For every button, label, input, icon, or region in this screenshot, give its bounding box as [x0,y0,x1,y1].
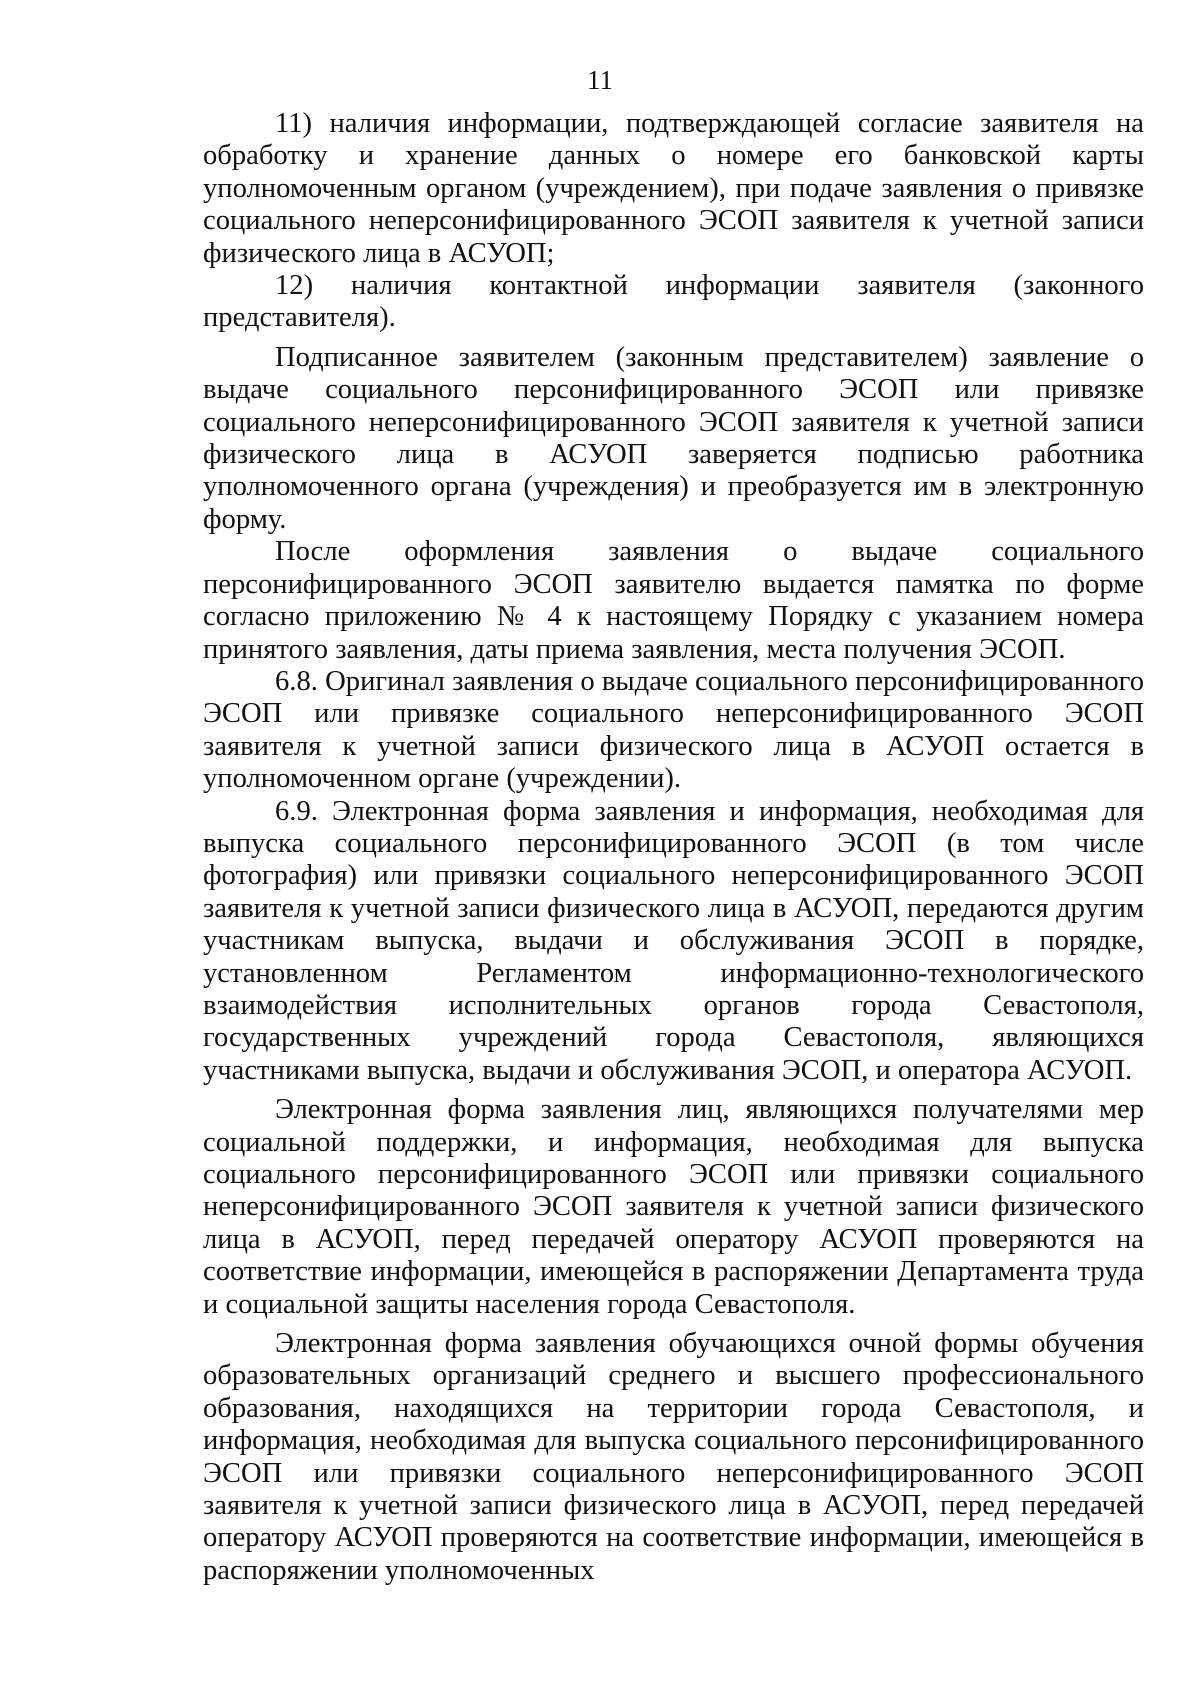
paragraph-social-support: Электронная форма заявления лиц, являющихся получателями мер социальной поддержки, и информация, необходимая для выпуска социального персонифицированного ЭСОП или привязки социального неперсонифицированного ЭСОП заявителя к учетной записи физического лица в АСУОП, перед передачей оператору АСУОП проверяются на соответствие информации, имеющейся в распоряжении Департамента труда и социальной защиты населения города Севастополя. [203,1094,1144,1320]
paragraph-6-9: 6.9. Электронная форма заявления и информация, необходимая для выпуска социального персонифицированного ЭСОП (в том числе фотография) или привязки социального неперсонифицированного ЭСОП заявителя к учетной записи физического лица в АСУОП, передаются другим участникам выпуска, выдачи и обслуживания ЭСОП в порядке, установленном Регламентом информационно-технологического взаимодействия исполнительных органов города Севастополя, государственных учреждений города Севастополя, являющихся участниками выпуска, выдачи и обслуживания ЭСОП, и оператора АСУОП. [203,795,1144,1086]
paragraph-6-8: 6.8. Оригинал заявления о выдаче социального персонифицированного ЭСОП или привязке социального неперсонифицированного ЭСОП заявителя к учетной записи физического лица в АСУОП остается в уполномоченном органе (учреждении). [203,665,1144,795]
paragraph-signed-application: Подписанное заявителем (законным представителем) заявление о выдаче социального персонифицированного ЭСОП или привязке социального неперсонифицированного ЭСОП заявителя к учетной записи физического лица в АСУОП заверяется подписью работника уполномоченного органа (учреждения) и преобразуется им в электронную форму. [203,341,1144,535]
paragraph-memo: После оформления заявления о выдаче социального персонифицированного ЭСОП заявителю выдается памятка по форме согласно приложению № 4 к настоящему Порядку с указанием номера принятого заявления, даты приема заявления, места получения ЭСОП. [203,536,1144,665]
paragraph-item-12: 12) наличия контактной информации заявителя (законного представителя). [203,270,1144,334]
document-body [203,108,1144,1587]
paragraph-item-11: 11) наличия информации, подтверждающей согласие заявителя на обработку и хранение данных о номере его банковской карты уполномоченным органом (учреждением), при подаче заявления о привязке социального неперсонифицированного ЭСОП заявителя к учетной записи физического лица в АСУОП; [203,108,1144,269]
paragraph-students: Электронная форма заявления обучающихся очной формы обучения образовательных организаций среднего и высшего профессионального образования, находящихся на территории города Севастополя, и информация, необходимая для выпуска социального персонифицированного ЭСОП или привязки социального неперсонифицированного ЭСОП заявителя к учетной записи физического лица в АСУОП, перед передачей оператору АСУОП проверяются на соответствие информации, имеющейся в распоряжении уполномоченных [203,1328,1144,1586]
page-number: 11 [587,65,613,95]
